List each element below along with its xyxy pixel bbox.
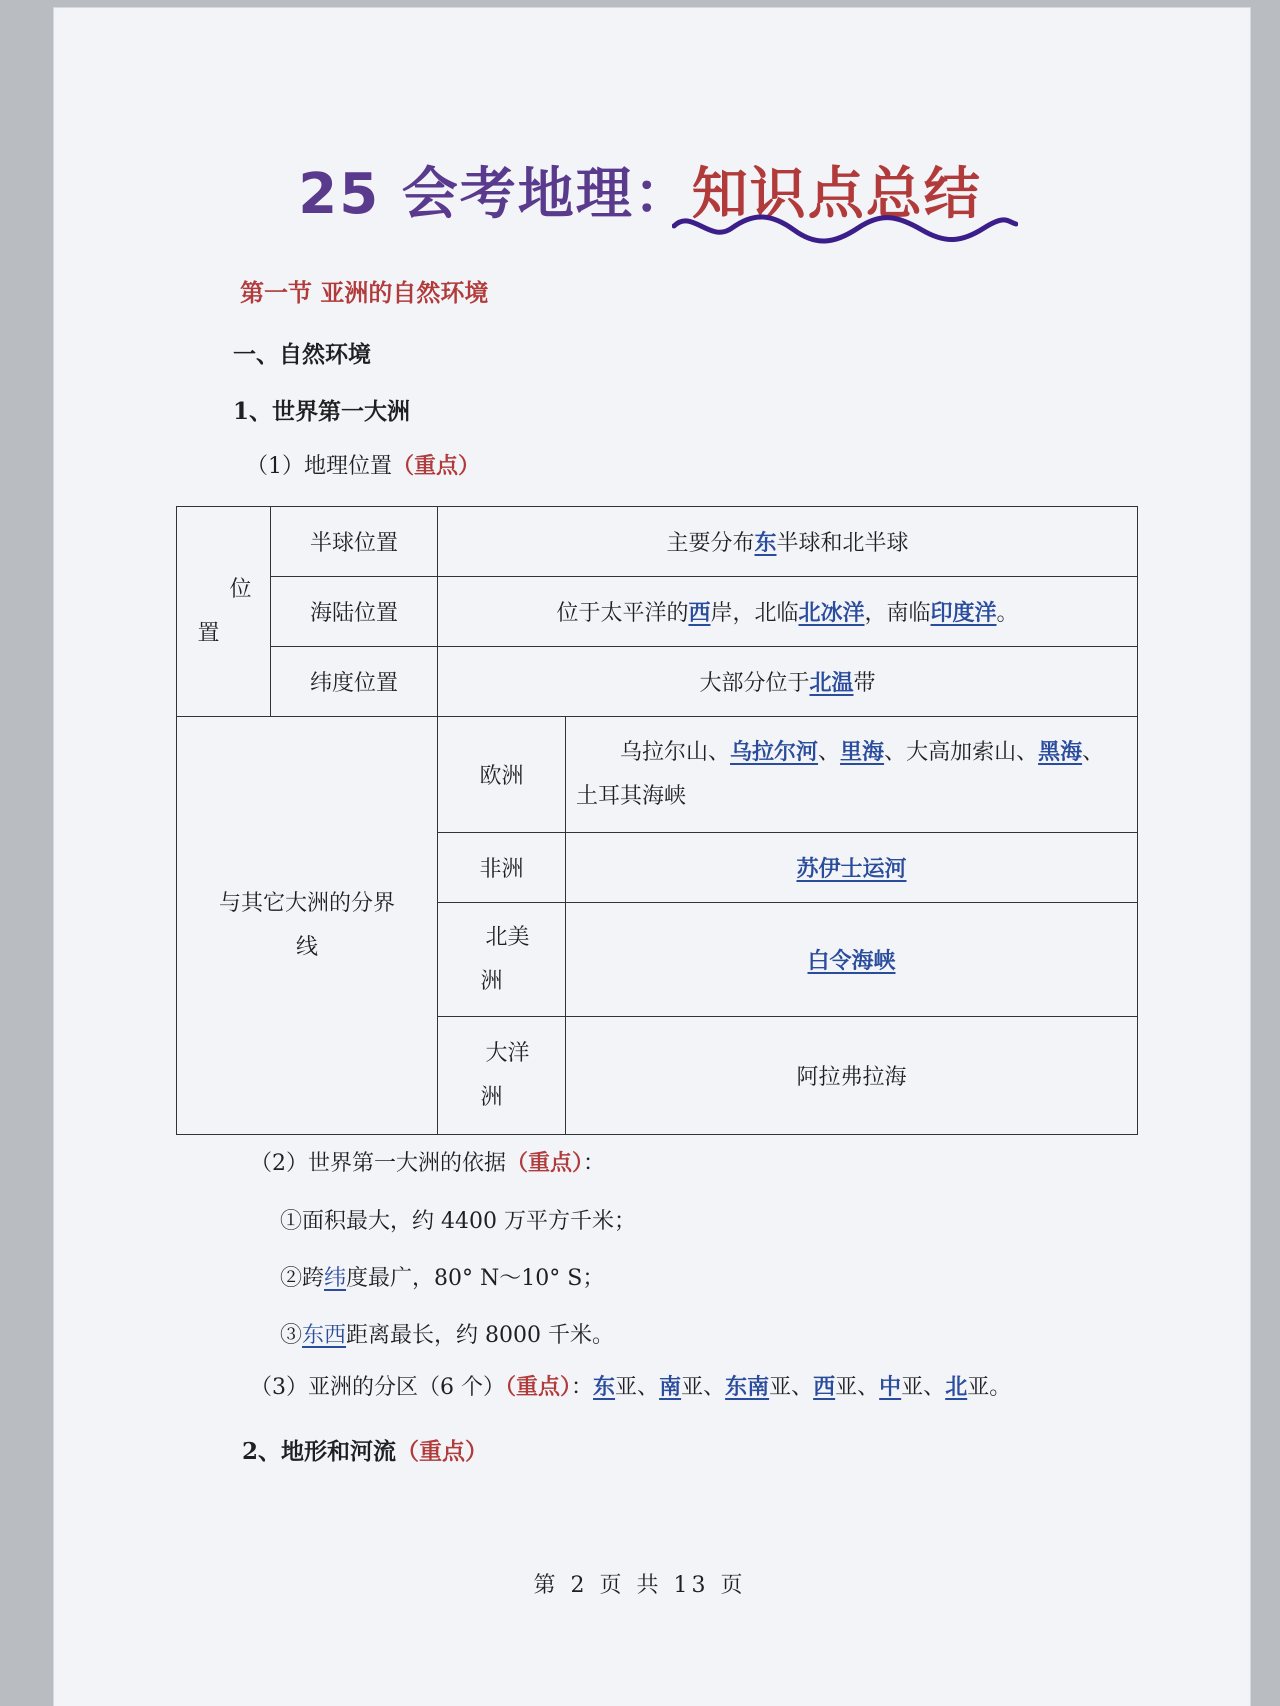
hemisphere-label: 半球位置: [271, 507, 438, 577]
heading-largest-continent: 1、世界第一大洲: [233, 398, 411, 425]
text-part: 土耳其海峡: [576, 784, 687, 809]
keyword: 乌拉尔河: [730, 739, 819, 765]
text-part: 主要分布: [666, 531, 755, 556]
location-group-label: [177, 507, 271, 717]
key-point-mark: （重点）: [505, 1374, 572, 1400]
text-part: 岸，北临: [710, 601, 799, 626]
text-part: ③: [280, 1323, 303, 1348]
hemisphere-value: [438, 507, 1138, 577]
sub-heading-regions: [250, 1370, 1011, 1401]
key-point-mark: （重点）: [396, 1438, 489, 1465]
keyword: 北温: [809, 670, 854, 696]
north-america-value: [566, 903, 1138, 1017]
oceania-label: [438, 1017, 566, 1135]
text-part: 乌拉尔山、: [620, 740, 731, 765]
text-part: 亚、: [615, 1375, 660, 1400]
keyword: 纬: [324, 1266, 347, 1291]
keyword: 东南: [725, 1374, 770, 1400]
label-line-2: 洲: [480, 968, 503, 994]
keyword: 印度洋: [930, 600, 997, 626]
keyword: 西: [813, 1374, 836, 1400]
sub-2-text: （2）世界第一大洲的依据: [250, 1151, 506, 1176]
keyword: 北冰洋: [798, 600, 865, 626]
sub-heading-basis: [250, 1146, 605, 1177]
label-line-1: 北美: [485, 924, 530, 950]
keyword: 苏伊士运河: [796, 856, 907, 882]
keyword: 北: [945, 1374, 968, 1400]
keyword: 南: [659, 1374, 682, 1400]
title-prefix: 25 会考地理：: [298, 162, 692, 227]
text-part: 亚。: [967, 1375, 1012, 1400]
text-part: ②跨: [280, 1266, 325, 1291]
text-part: 亚、: [769, 1375, 814, 1400]
text-part: 度最广，80° N～10° S；: [346, 1266, 605, 1291]
label-char-1: 位: [229, 576, 252, 602]
africa-label: 非洲: [438, 833, 566, 903]
keyword: 东: [593, 1374, 616, 1400]
sub-heading-location: [246, 449, 480, 480]
boundary-label-line-2: 线: [295, 934, 318, 960]
keyword: 东: [754, 530, 777, 556]
oceania-value: 阿拉弗拉海: [566, 1017, 1138, 1135]
text-part: ：: [583, 1151, 606, 1176]
boundary-label-line-1: 与其它大洲的分界: [218, 890, 395, 916]
sea-land-label: 海陆位置: [271, 577, 438, 647]
key-point-mark: （重点）: [506, 1150, 584, 1176]
boundary-group-label: [177, 717, 438, 1135]
keyword: 白令海峡: [807, 948, 896, 974]
text-part: 亚、: [835, 1375, 880, 1400]
table-row: [177, 507, 1138, 577]
keyword: 黑海: [1038, 739, 1083, 765]
list-item: [280, 1261, 604, 1292]
heading-natural-environment: 一、自然环境: [233, 341, 371, 368]
text-part: 位于太平洋的: [556, 601, 689, 626]
list-item: ①面积最大，约 4400 万平方千米；: [280, 1209, 636, 1234]
label-char-2: 置: [197, 620, 220, 646]
text-part: 。: [996, 601, 1019, 626]
text-part: 距离最长，约 8000 千米。: [346, 1323, 615, 1348]
page-footer: 第 2 页 共 13 页: [533, 1573, 747, 1598]
text-part: 、: [1082, 740, 1105, 765]
europe-label: 欧洲: [438, 717, 566, 833]
list-item: [280, 1318, 614, 1349]
table-row: [177, 647, 1138, 717]
latitude-value: [438, 647, 1138, 717]
heading-terrain-rivers: [242, 1433, 488, 1466]
text-part: 大部分位于: [699, 671, 810, 696]
keyword: 中: [879, 1374, 902, 1400]
sub-3-text: （3）亚洲的分区（6 个）: [250, 1375, 505, 1400]
keyword: 西: [688, 600, 711, 626]
wavy-underline: [672, 212, 1018, 248]
text-part: 、大高加索山、: [884, 740, 1039, 765]
page-title: [0, 150, 1280, 230]
text-part: 带: [853, 671, 876, 696]
key-point-mark: （重点）: [392, 453, 481, 479]
heading-3-text: 2、地形和河流: [242, 1438, 397, 1465]
text-part: ：: [571, 1375, 594, 1400]
text-part: 亚、: [901, 1375, 946, 1400]
location-table: [176, 506, 1138, 1135]
africa-value: [566, 833, 1138, 903]
sub-1-text: （1）地理位置: [246, 454, 392, 479]
table-row: [177, 577, 1138, 647]
north-america-label: [438, 903, 566, 1017]
label-line-2: 洲: [480, 1084, 503, 1110]
label-line-1: 大洋: [485, 1040, 530, 1066]
europe-value: [566, 717, 1138, 833]
keyword: 里海: [840, 739, 885, 765]
text-part: 、: [818, 740, 841, 765]
latitude-label: 纬度位置: [271, 647, 438, 717]
text-part: ，南临: [864, 601, 931, 626]
keyword: 东西: [302, 1323, 347, 1348]
section-title: 第一节 亚洲的自然环境: [240, 279, 489, 307]
sea-land-value: [438, 577, 1138, 647]
table-row: [177, 717, 1138, 833]
text-part: 半球和北半球: [776, 531, 909, 556]
text-part: 亚、: [681, 1375, 726, 1400]
title-highlight: 知识点总结: [691, 162, 982, 227]
